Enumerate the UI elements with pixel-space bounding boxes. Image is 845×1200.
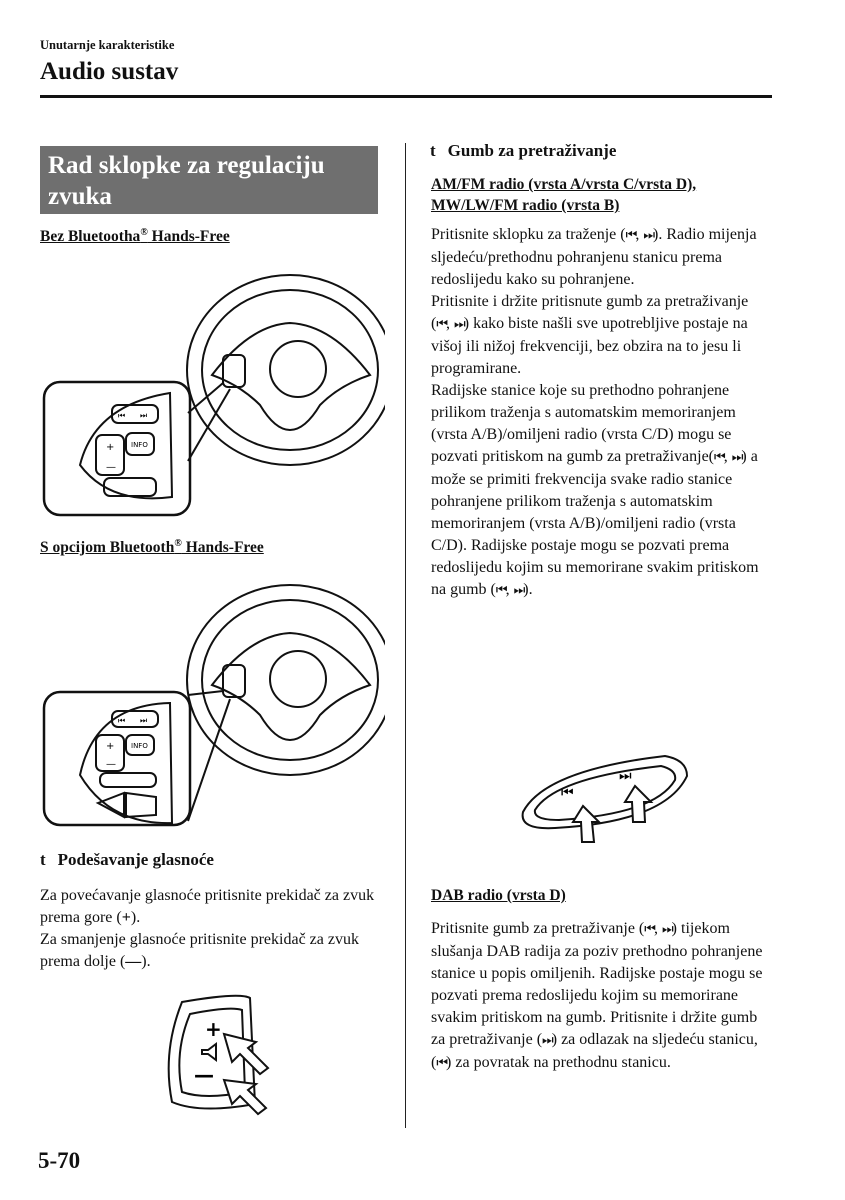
- volume-text: ).: [141, 953, 151, 970]
- wheel-rim-inner: [202, 290, 378, 450]
- minus-symbol: —: [125, 953, 142, 970]
- topic-title-box: [40, 146, 378, 214]
- subheading-text-rest: Hands-Free: [147, 228, 230, 246]
- wheel-switch: [223, 355, 245, 387]
- press-arrow-up: [224, 1034, 268, 1074]
- subheading-text-rest: Hands-Free: [181, 539, 264, 557]
- separator: ,: [635, 226, 644, 243]
- seek-icon: ⏭: [140, 716, 148, 725]
- steering-wheel-illustration-2: [40, 575, 385, 830]
- seek-switch-illustration: [515, 750, 705, 850]
- seek-text: Radijske stanice koje su prethodno pohranjene prilikom traženja s automatskim memoriranjem (vrsta A/B)/omiljeni radio (vrsta C/D) mogu se pozvati pritiskom na gumb za pretraživanje(: [431, 382, 736, 465]
- wheel-hub: [270, 341, 326, 397]
- separator: ,: [446, 315, 455, 332]
- seek-text: ).: [523, 581, 533, 598]
- speaker-icon: [202, 1044, 216, 1060]
- vol-minus-icon: —: [106, 462, 116, 473]
- info-label: INFO: [131, 742, 148, 750]
- section-label: Unutarnje karakteristike: [40, 38, 175, 52]
- volume-switch-illustration: [160, 992, 280, 1117]
- phone-hangup-button: [126, 793, 156, 817]
- volume-heading-text: Podešavanje glasnoće: [57, 850, 214, 869]
- seek-down-icon: ⏮: [561, 785, 574, 801]
- seek-heading: [430, 141, 616, 161]
- wheel-spokes: [212, 323, 370, 430]
- seek-up-icon: ⏭: [542, 1033, 552, 1048]
- plus-symbol: +: [121, 909, 131, 926]
- registered-mark: ®: [140, 227, 148, 238]
- subheading-with-bluetooth: [40, 538, 264, 557]
- volume-text: Za povećavanje glasnoće pritisnite prekidač za zvuk prema gore (: [40, 887, 375, 926]
- dab-text: ) tijekom slušanja DAB radija za poziv prethodno pohranjene stanice u popis omiljenih. Radijske postaje mogu se pozvati prema redoslijedu kojim su memorirane svakim pritiskom na gumb. Pritisnite i držite gumb za pretraživanje (: [431, 920, 763, 1048]
- info-label: INFO: [131, 441, 148, 449]
- separator: ,: [723, 448, 732, 465]
- seek-down-icon: ⏮: [714, 450, 724, 465]
- subheading-text: S opcijom Bluetooth: [40, 539, 175, 557]
- seek-switch-face: [535, 766, 675, 820]
- seek-icon: ⏭: [140, 411, 148, 420]
- minus-icon: —: [194, 1063, 214, 1087]
- bullet-marker: t: [430, 141, 436, 160]
- seek-icon: ⏮: [118, 411, 126, 420]
- wheel-hub: [270, 651, 326, 707]
- chapter-title: Audio sustav: [40, 58, 179, 85]
- seek-text: ). Radio mijenja sljedeću/prethodnu pohranjenu stanicu prema redoslijedu kako su pohranjene.: [431, 226, 757, 288]
- topic-title: Rad sklopke za regulaciju zvuka: [48, 152, 325, 210]
- volume-text: Za smanjenje glasnoće pritisnite prekidač za zvuk prema dolje (: [40, 931, 359, 970]
- seek-down-icon: ⏮: [644, 922, 654, 937]
- subheading-amfm: AM/FM radio (vrsta A/vrsta C/vrsta D), MW/LW/FM radio (vrsta B): [431, 176, 697, 214]
- seek-text: Pritisnite i držite pritisnute gumb za pretraživanje (: [431, 293, 749, 332]
- seek-up-icon: ⏭: [454, 317, 464, 332]
- wheel-rim-inner: [202, 600, 378, 760]
- dab-text: ) za povratak na prethodnu stanicu.: [446, 1054, 671, 1071]
- mute-button: [104, 478, 156, 496]
- seek-down-icon: ⏮: [625, 228, 636, 243]
- separator: ,: [653, 920, 662, 937]
- subheading-text: Bez Bluetootha: [40, 228, 141, 246]
- column-divider: [405, 143, 406, 1128]
- steering-wheel-illustration-1: [40, 265, 385, 520]
- separator: ,: [505, 581, 514, 598]
- seek-text: Pritisnite sklopku za traženje (: [431, 226, 626, 243]
- seek-text: ) kako biste našli sve upotrebljive postaje na višoj ili nižoj frekvenciji, bez obzira na to jesu li programirane.: [431, 315, 748, 377]
- dab-text: Pritisnite gumb za pretraživanje (: [431, 920, 645, 937]
- seek-up-icon: ⏭: [513, 583, 524, 598]
- dab-paragraph: [431, 918, 771, 1075]
- vol-plus-icon: +: [106, 741, 115, 752]
- seek-paragraph-1: [431, 224, 771, 602]
- header-rule: [40, 95, 772, 98]
- vol-minus-icon: —: [106, 759, 116, 770]
- volume-heading: [40, 850, 214, 870]
- seek-heading-text: Gumb za pretraživanje: [447, 141, 617, 160]
- plus-icon: +: [205, 1017, 222, 1041]
- seek-up-icon: ⏭: [731, 450, 742, 465]
- press-arrow-down: [224, 1080, 266, 1114]
- seek-down-icon: ⏮: [436, 317, 447, 332]
- dab-text: ) za odlazak na sljedeću stanicu, (: [431, 1031, 758, 1071]
- vol-plus-icon: +: [106, 442, 115, 453]
- volume-text: ).: [130, 909, 141, 926]
- registered-mark: ®: [174, 538, 182, 549]
- bullet-marker: t: [40, 850, 46, 869]
- wheel-switch: [223, 665, 245, 697]
- seek-icon: ⏮: [118, 716, 126, 725]
- wheel-spokes: [212, 633, 370, 740]
- seek-down-icon: ⏮: [495, 583, 506, 598]
- seek-text: ) a može se primiti frekvencija svake radio stanice pohranjene prilikom traženja s automatskim memoriranjem (vrsta A/B)/omiljeni radio (vrsta C/D). Radijske postaje mogu se pozvati prema redoslijedu kojim su memorirane svakim pritiskom na gumb (: [431, 448, 759, 598]
- talk-button: [100, 773, 156, 787]
- subheading-without-bluetooth: [40, 227, 230, 246]
- page-number: 5-70: [38, 1148, 81, 1173]
- volume-paragraph: [40, 885, 390, 973]
- seek-down-icon: ⏮: [436, 1056, 447, 1071]
- seek-up-icon: ⏭: [643, 228, 654, 243]
- seek-up-icon: ⏭: [661, 922, 672, 937]
- seek-up-icon: ⏭: [619, 768, 632, 784]
- subheading-dab: DAB radio (vrsta D): [431, 887, 566, 904]
